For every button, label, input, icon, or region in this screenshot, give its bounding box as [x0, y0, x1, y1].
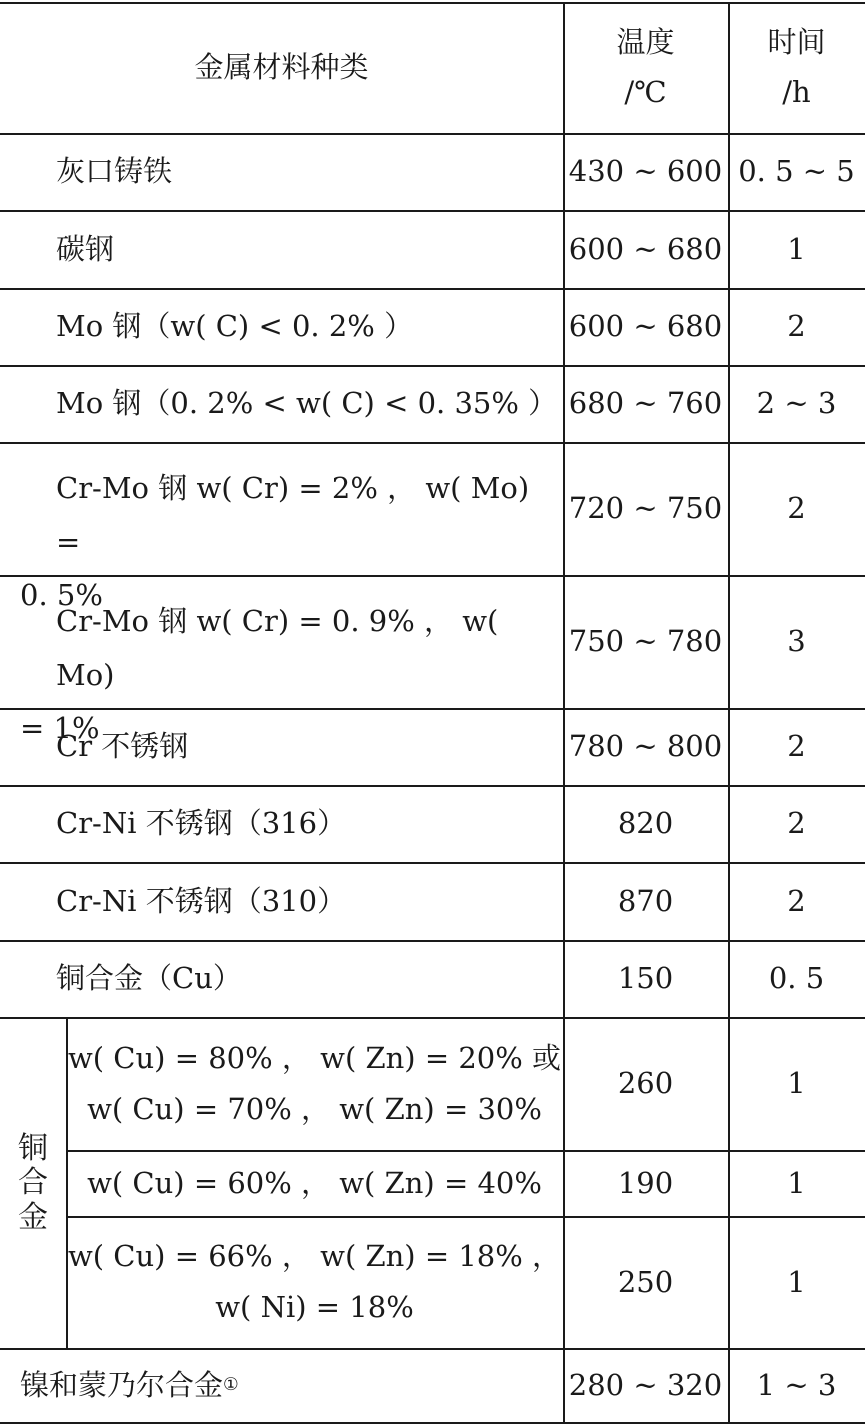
- material-text: 镍和蒙乃尔合金: [20, 1367, 224, 1402]
- row-material: 碳钢: [56, 231, 115, 266]
- temperature-label: 温度: [616, 25, 675, 60]
- row-temp: 720 ~ 750: [568, 491, 723, 526]
- subrow-material: [66, 1216, 563, 1348]
- material-line: = 1%: [20, 711, 100, 746]
- header-temperature: [563, 2, 728, 133]
- row-temp: 780 ~ 800: [568, 729, 723, 764]
- row-temp: 680 ~ 760: [568, 386, 723, 421]
- rule-bottom: [0, 1422, 865, 1424]
- group-label-char: 合: [18, 1165, 48, 1201]
- temperature-unit: /℃: [624, 74, 667, 109]
- row-temp: 820: [617, 806, 674, 841]
- row-time: 2: [787, 491, 806, 526]
- copper-group-label: [0, 1017, 66, 1350]
- material-line: Cr-Mo 钢 w( Cr) = 0. 9% ， w( Mo): [56, 604, 499, 692]
- row-temp: 150: [617, 961, 674, 996]
- row-time: 1: [787, 231, 806, 266]
- row-material: Cr-Ni 不锈钢（310）: [56, 883, 347, 918]
- subrow-material: w( Cu) = 60% ， w( Zn) = 40%: [87, 1165, 542, 1200]
- row-time: 2: [787, 729, 806, 764]
- row-material: 镍和蒙乃尔合金 ①: [0, 1348, 563, 1422]
- header-material: 金属材料种类: [194, 50, 369, 85]
- row-time: 3: [787, 624, 806, 659]
- time-unit: /h: [782, 74, 811, 109]
- row-material: 铜合金（Cu）: [56, 961, 242, 996]
- row-time: 0. 5: [768, 961, 825, 996]
- row-material: Mo 钢（0. 2% < w( C) < 0. 35% ）: [56, 386, 558, 421]
- material-line: Cr-Mo 钢 w( Cr) = 2% ， w( Mo) =: [56, 471, 530, 559]
- subrow-material: [66, 1017, 563, 1150]
- material-line: w( Ni) = 18%: [215, 1290, 414, 1324]
- row-temp: 280 ~ 320: [568, 1367, 723, 1402]
- row-material: [0, 575, 563, 746]
- subrow-temp: 260: [617, 1066, 674, 1101]
- material-line: w( Cu) = 66% ， w( Zn) = 18% ，: [67, 1239, 562, 1274]
- row-time: 1 ~ 3: [756, 1367, 837, 1402]
- row-temp: 600 ~ 680: [568, 231, 723, 266]
- subrow-time: 1: [787, 1165, 806, 1200]
- material-line: w( Cu) = 70% ， w( Zn) = 30%: [87, 1091, 542, 1126]
- row-temp: 870: [617, 883, 674, 918]
- header-time: [728, 2, 865, 133]
- row-temp: 600 ~ 680: [568, 309, 723, 344]
- group-label-char: 铜: [18, 1130, 48, 1166]
- row-material: Cr 不锈钢: [56, 729, 189, 764]
- row-material: Mo 钢（w( C) < 0. 2% ）: [56, 309, 414, 344]
- row-material: [0, 442, 563, 613]
- row-time: 2: [787, 806, 806, 841]
- time-label: 时间: [767, 25, 826, 60]
- row-time: 2 ~ 3: [756, 386, 837, 421]
- row-material: Cr-Ni 不锈钢（316）: [56, 806, 347, 841]
- subrow-temp: 250: [617, 1264, 674, 1299]
- subrow-temp: 190: [617, 1165, 674, 1200]
- row-material: 灰口铸铁: [56, 154, 173, 189]
- material-line: 0. 5%: [20, 578, 103, 613]
- row-temp: 750 ~ 780: [568, 624, 723, 659]
- row-time: 2: [787, 883, 806, 918]
- material-line: w( Cu) = 80% ， w( Zn) = 20% 或: [67, 1040, 562, 1075]
- subrow-time: 1: [787, 1264, 806, 1299]
- subrow-time: 1: [787, 1066, 806, 1101]
- row-time: 2: [787, 309, 806, 344]
- group-label-char: 金: [18, 1199, 48, 1235]
- row-temp: 430 ~ 600: [568, 154, 723, 189]
- row-time: 0. 5 ~ 5: [738, 154, 855, 189]
